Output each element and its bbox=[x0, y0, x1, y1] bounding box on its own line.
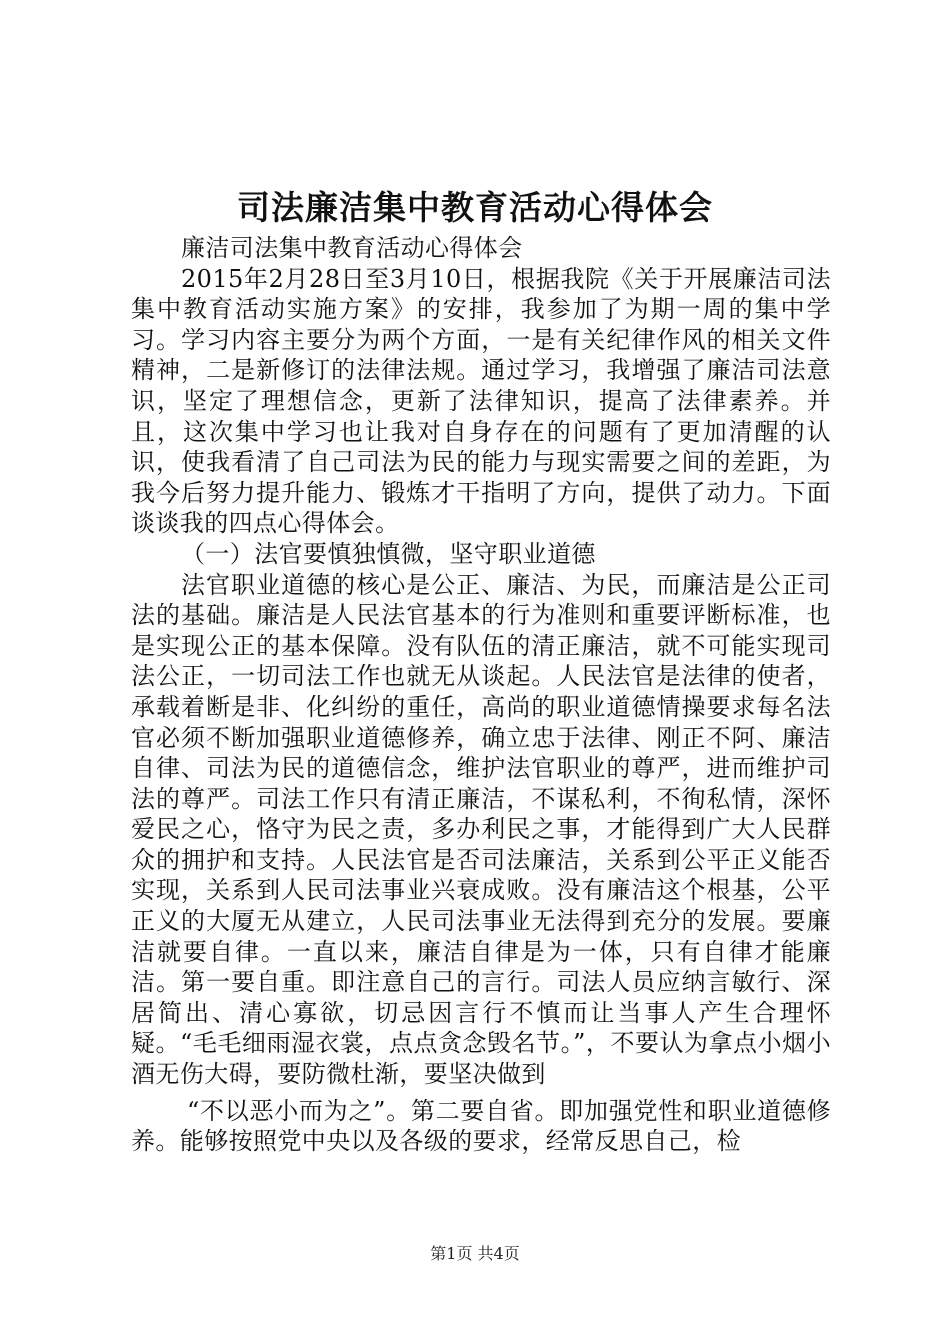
paragraph-continued: “不以恶小而为之”。第二要自省。即加强党性和职业道德修养。能够按照党中央以及各级的要求，经常反思自己，检 bbox=[131, 1096, 831, 1156]
paragraph-section-1: 法官职业道德的核心是公正、廉洁、为民，而廉洁是公正司法的基础。廉洁是人民法官基本的行为准则和重要评断标准，也是实现公正的基本保障。没有队伍的清正廉洁，就不可能实现司法公正，一切司法工作也就无从谈起。人民法官是法律的使者，承载着断是非、化纠纷的重任，高尚的职业道德情操要求每名法官必须不断加强职业道德修养，确立忠于法律、刚正不阿、廉洁自律、司法为民的道德信念，维护法官职业的尊严，进而维护司法的尊严。司法工作只有清正廉洁，不谋私利，不徇私情，深怀爱民之心，恪守为民之责，多办利民之事，才能得到广大人民群众的拥护和支持。人民法官是否司法廉洁，关系到公平正义能否实现，关系到人民司法事业兴衰成败。没有廉洁这个根基，公平正义的大厦无从建立，人民司法事业无法得到充分的发展。要廉洁就要自律。一直以来，廉洁自律是为一体，只有自律才能廉洁。第一要自重。即注意自己的言行。司法人员应纳言敏行、深居简出、清心寡欲，切忌因言行不慎而让当事人产生合理怀疑。“毛毛细雨湿衣裳，点点贪念毁名节。”，不要认为拿点小烟小酒无伤大碍，要防微杜渐，要坚决做到 bbox=[131, 570, 831, 1089]
page-number-footer: 第1页 共4页 bbox=[430, 1244, 520, 1263]
document-body bbox=[131, 233, 831, 1157]
paragraph-subtitle: 廉洁司法集中教育活动心得体会 bbox=[181, 234, 523, 262]
paragraph-intro: 2015年2月28日至3月10日，根据我院《关于开展廉洁司法集中教育活动实施方案》的安排，我参加了为期一周的集中学习。学习内容主要分为两个方面，一是有关纪律作风的相关文件精神，二是新修订的法律法规。通过学习，我增强了廉洁司法意识，坚定了理想信念，更新了法律知识，提高了法律素养。并且，这次集中学习也让我对自身存在的问题有了更加清醒的认识，使我看清了自己司法为民的能力与现实需要之间的差距，为我今后努力提升能力、锻炼才干指明了方向，提供了动力。下面谈谈我的四点心得体会。 bbox=[131, 264, 831, 538]
section-heading-1: （一）法官要慎独慎微，坚守职业道德 bbox=[181, 539, 596, 568]
document-title: 司法廉洁集中教育活动心得体会 bbox=[237, 188, 713, 227]
